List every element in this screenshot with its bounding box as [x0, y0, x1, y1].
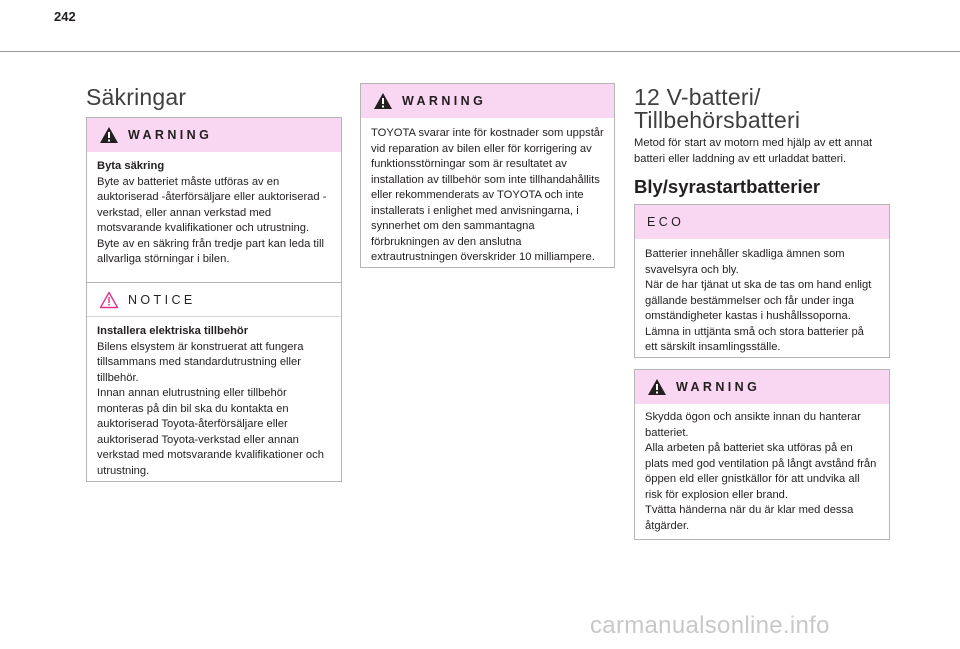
notice-heading: Installera elektriska tillbehör — [97, 325, 249, 337]
section-title-line-1: 12 V-batteri/ — [634, 84, 761, 110]
eco-box-header — [635, 205, 889, 239]
page-number: 242 — [54, 9, 76, 24]
warning-box-liability — [360, 83, 615, 268]
eco-text-3: Lämna in uttjänta små och stora batterier på ett särskilt insamlingsställe. — [645, 325, 864, 353]
section-title-fuses: Säkringar — [86, 84, 187, 110]
section-title-battery — [634, 86, 800, 132]
warning-box-header — [87, 118, 341, 152]
watermark: carmanualsonline.info — [590, 612, 830, 639]
notice-box-body — [87, 317, 341, 487]
warning-box-header — [361, 84, 614, 118]
eco-box-body — [635, 239, 889, 364]
battery-intro: Metod för start av motorn med hjälp av ett annat batteri eller laddning av ett urladdat batteri. — [634, 137, 873, 165]
warning-text-3: Tvätta händerna när du är klar med dessa åtgärder. — [645, 504, 854, 532]
notice-label: NOTICE — [128, 292, 196, 307]
warning-text: Byte av batteriet måste utföras av en auktoriserad -återförsäljare eller auktoriserad -verkstad, eller annan verkstad med motsvarande kvalifikationer och utrustning. Byte av en säkring från tredje part kan leda till allvarliga störningar i bilen. — [97, 175, 327, 265]
warning-text-1: Skydda ögon och ansikte innan du hanterar batteriet. — [645, 411, 861, 439]
section-title-line-2: Tillbehörsbatteri — [634, 107, 801, 133]
warning-box-battery — [634, 369, 890, 540]
warning-triangle-icon — [373, 92, 393, 110]
eco-text-1: Batterier innehåller skadliga ämnen som svavelsyra och bly. — [645, 248, 845, 276]
subsection-title-lead-acid: Bly/syrastartbatterier — [634, 176, 821, 197]
notice-text-2: Innan annan elutrustning eller tillbehör monteras på din bil ska du kontakta en auktoriserad Toyota-återförsäljare eller auktoriserad Toyota-verkstad eller annan verkstad med motsvarande kvalifikationer och utrustning. — [97, 387, 324, 477]
warning-text: TOYOTA svarar inte för kostnader som uppstår vid reparation av bilen eller för korrigering av funktionsstörningar som är resultatet av installation av tillbehör som inte tillhandahållits eller rekommenderats av TOYOTA och inte installerats i enlighet med anvisningarna, i synnerhet om den sammantagna förbrukningen av den anslutna extrautrustningen överskrider 10 milliampere. — [371, 127, 604, 263]
header-divider — [0, 51, 960, 52]
warning-box-header — [635, 370, 889, 404]
warning-triangle-icon — [647, 378, 667, 396]
warning-triangle-icon — [99, 126, 119, 144]
warning-label: WARNING — [128, 128, 213, 142]
notice-text-1: Bilens elsystem är konstruerat att fungera tillsammans med standardutrustning eller tillbehör. — [97, 340, 304, 384]
warning-box-body — [361, 118, 614, 274]
warning-label: WARNING — [676, 380, 761, 394]
warning-box-body — [635, 404, 889, 542]
warning-heading: Byta säkring — [97, 160, 165, 172]
notice-triangle-icon — [99, 291, 119, 309]
notice-box-header — [87, 283, 341, 317]
warning-text-2: Alla arbeten på batteriet ska utföras på en plats med god ventilation på långt avstånd från öppen eld eller gnistkällor för att undvika all risk för explosion eller brand. — [645, 442, 877, 501]
notice-box-accessories — [86, 282, 342, 482]
warning-box-body — [87, 152, 341, 276]
eco-text-2: När de har tjänat ut ska de tas om hand enligt gällande bestämmelser och får under inga omständigheter kastas i hushållssoporna. — [645, 279, 872, 322]
eco-label: ECO — [647, 215, 685, 229]
eco-box — [634, 204, 890, 358]
warning-label: WARNING — [402, 94, 487, 108]
